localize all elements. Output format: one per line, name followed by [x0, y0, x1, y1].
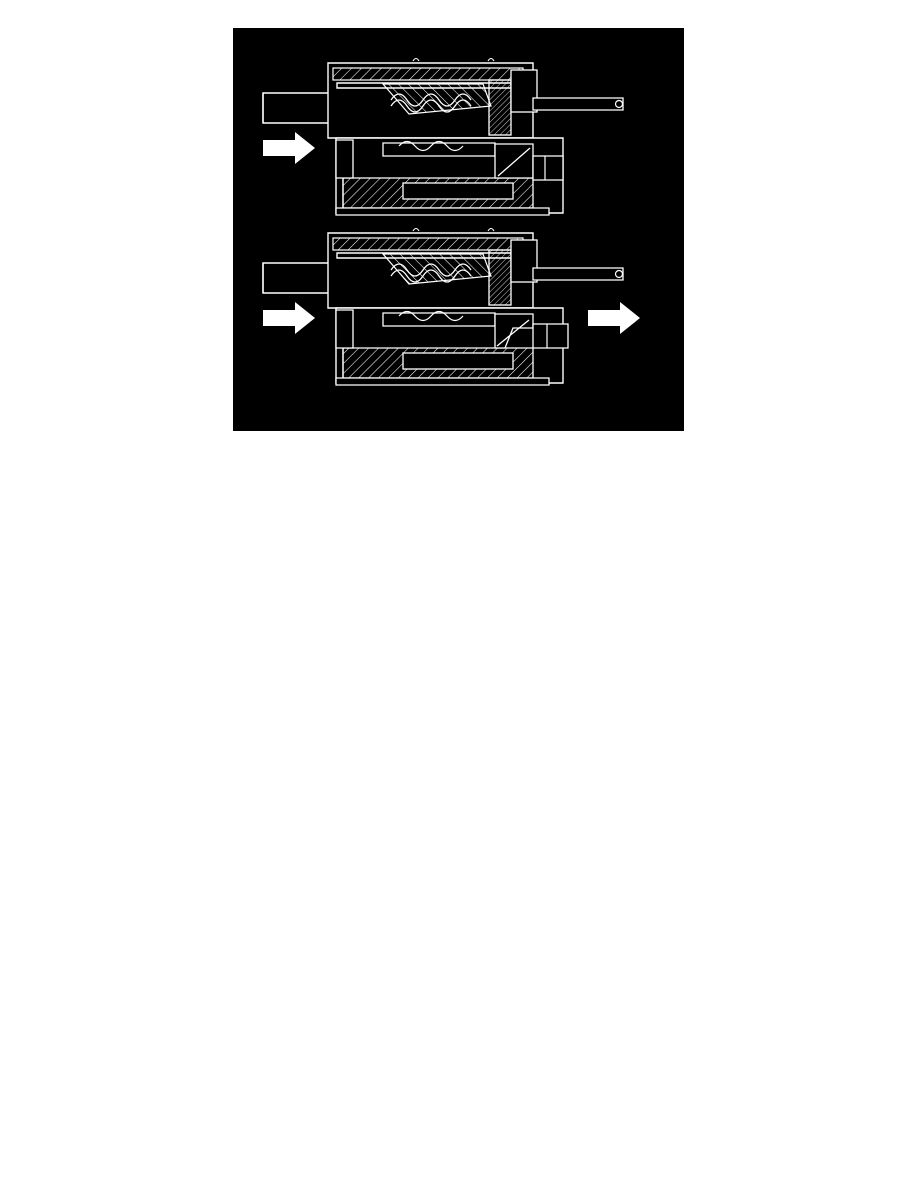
figure-panel: [233, 28, 684, 431]
valve-cutaway-illustration: [233, 28, 684, 431]
